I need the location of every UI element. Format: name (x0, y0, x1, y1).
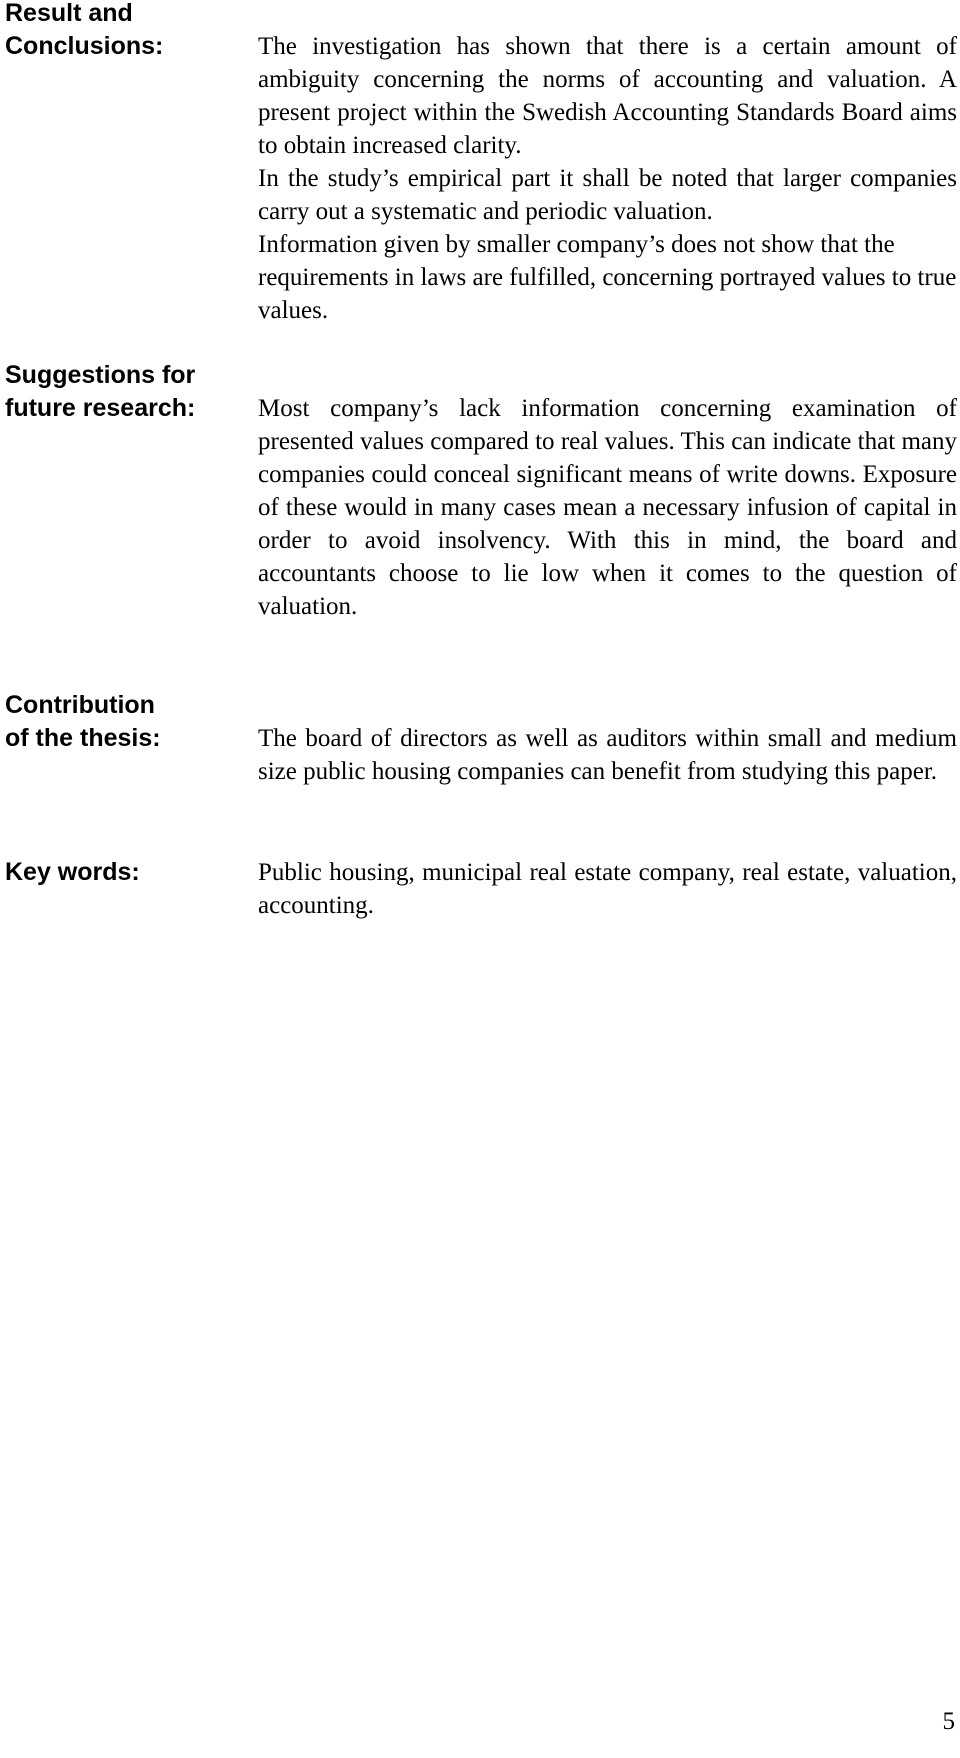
paragraph: In the study’s empirical part it shall be noted that larger companies carry out a systematic and periodic valuation. (258, 165, 957, 225)
key-words-text (258, 856, 957, 922)
label-line: Key words: (5, 858, 140, 886)
contribution-text (258, 722, 957, 788)
page-number: 5 (942, 1708, 955, 1735)
paragraph: The board of directors as well as auditors within small and medium size public housing companies can benefit from studying this paper. (258, 725, 957, 785)
label-line: Conclusions: (5, 32, 164, 60)
label-line: Result and (5, 0, 133, 27)
paragraph: Information given by smaller company’s does not show that the requirements in laws are fulfilled, concerning portrayed values to true values. (258, 231, 957, 324)
label-line: Suggestions for (5, 361, 196, 389)
label-line: of the thesis: (5, 724, 161, 752)
paragraph: Most company’s lack information concerning examination of presented values compared to real values. This can indicate that many companies could conceal significant means of write downs. Exposure of these would in many cases mean a necessary infusion of capital in order to avoid insolvency. With this in mind, the board and accountants choose to lie low when it comes to the question of valuation. (258, 395, 957, 620)
contribution-label (5, 689, 245, 755)
result-conclusions-text (258, 30, 957, 327)
suggestions-label (5, 359, 245, 425)
paragraph: Public housing, municipal real estate company, real estate, valuation, accounting. (258, 859, 957, 919)
key-words-label (5, 856, 245, 889)
label-line: future research: (5, 394, 196, 422)
suggestions-text (258, 392, 957, 623)
result-conclusions-label (5, 0, 245, 63)
paragraph: The investigation has shown that there is a certain amount of ambiguity concerning the norms of accounting and valuation. A present project within the Swedish Accounting Standards Board aims to obtain increased clarity. (258, 33, 957, 159)
label-line: Contribution (5, 691, 155, 719)
